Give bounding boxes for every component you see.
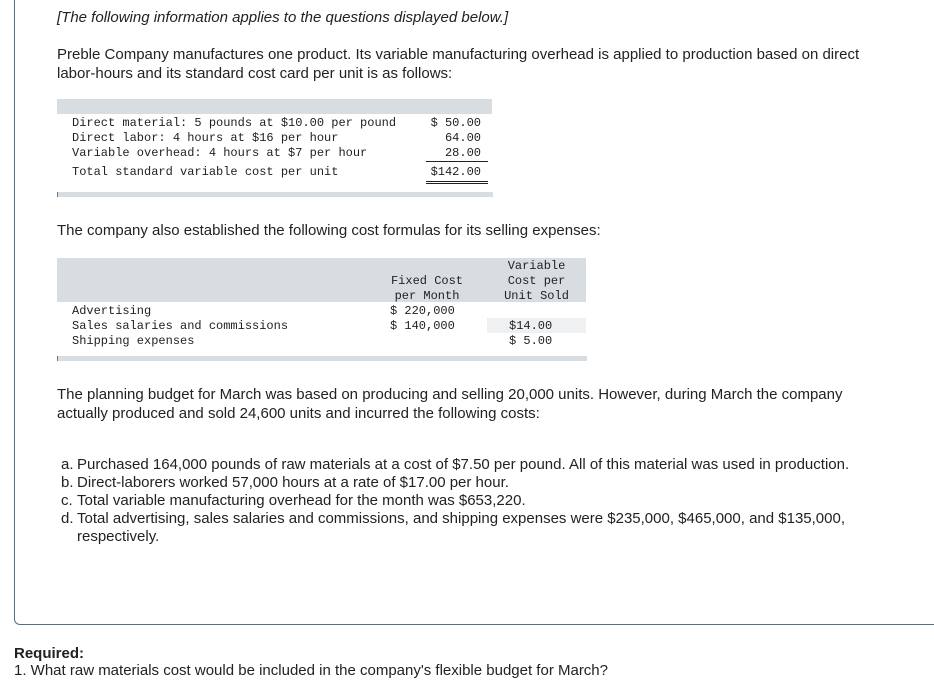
total-row-label: Total standard variable cost per unit — [72, 165, 339, 179]
standard-cost-card-table — [57, 99, 492, 198]
expense-label: Advertising — [72, 304, 152, 318]
selling-expenses-table — [57, 258, 586, 362]
paragraph-planning-budget: The planning budget for March was based on producing and selling 20,000 units. However, during March the company actually produced and sold 24,600 units and incurred the following costs: — [57, 386, 843, 422]
cost-row-label: Direct material: 5 pounds at $10.00 per pound — [72, 116, 397, 130]
header-unit-sold: Unit Sold — [504, 289, 569, 303]
required-question: 1. What raw materials cost would be included in the company's flexible budget for March? — [14, 662, 608, 679]
list-item: b. Direct-laborers worked 57,000 hours at a rate of $17.00 per hour. — [61, 474, 509, 491]
cost-row-amount: 28.00 — [444, 146, 481, 160]
paragraph-selling-intro: The company also established the following cost formulas for its selling expenses: — [57, 222, 601, 239]
total-double-underline — [426, 181, 488, 182]
expense-fixed: $ 220,000 — [390, 304, 455, 318]
required-heading: Required: — [14, 645, 85, 662]
cost-row-label: Direct labor: 4 hours at $16 per hour — [72, 131, 339, 145]
header-fixed-cost: Fixed Cost — [390, 274, 463, 288]
list-item: a. Purchased 164,000 pounds of raw materials at a cost of $7.50 per pound. All of this material was used in production. — [61, 456, 850, 473]
header-cost-per: Cost per — [507, 274, 566, 288]
table-header-bar — [57, 99, 492, 114]
actual-costs-list — [61, 456, 901, 546]
list-item: d. Total advertising, sales salaries and commissions, and shipping expenses were $235,000, $465,000, and $135,000, respectively. — [61, 510, 845, 545]
expense-variable: $ 5.00 — [509, 334, 553, 348]
header-per-month: per Month — [394, 289, 460, 303]
cost-row-amount: $ 50.00 — [430, 116, 481, 130]
total-double-underline — [426, 183, 488, 184]
paragraph-company-description: Preble Company manufactures one product. Its variable manufacturing overhead is applied to production based on direct labor-hours and its standard cost card per unit is as follows: — [57, 46, 860, 82]
table-footer-bar — [57, 192, 493, 197]
table-footer-bar — [57, 356, 587, 361]
header-variable: Variable — [507, 259, 566, 273]
cost-row-amount: 64.00 — [444, 131, 481, 145]
subtotal-underline — [426, 161, 488, 162]
intro-note: [The following information applies to the questions displayed below.] — [57, 9, 509, 26]
expense-variable: $14.00 — [509, 319, 553, 333]
total-row-amount: $142.00 — [430, 165, 481, 179]
expense-fixed: $ 140,000 — [390, 319, 455, 333]
expense-label: Shipping expenses — [72, 334, 195, 348]
list-item: c. Total variable manufacturing overhead for the month was $653,220. — [61, 492, 526, 509]
cost-row-label: Variable overhead: 4 hours at $7 per hour — [72, 146, 368, 160]
expense-label: Sales salaries and commissions — [72, 319, 289, 333]
